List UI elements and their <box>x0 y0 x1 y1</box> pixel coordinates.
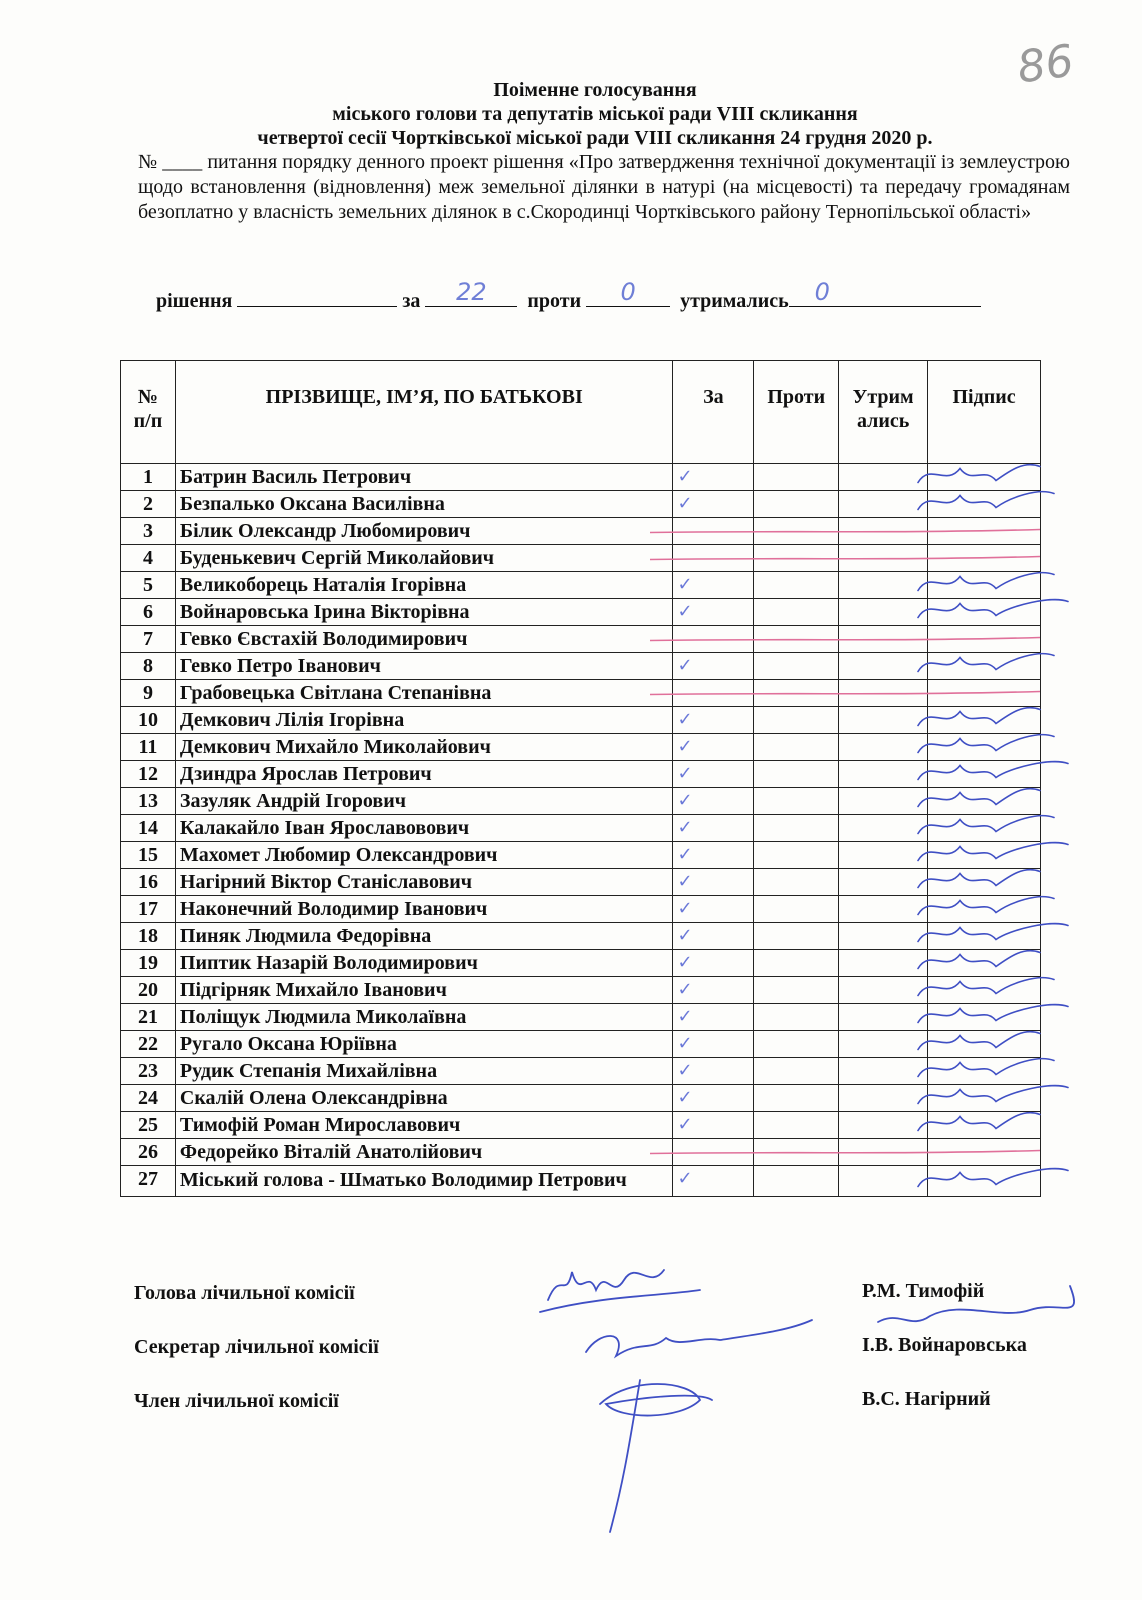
row-number: 4 <box>121 545 176 572</box>
chair-signature <box>540 1270 700 1312</box>
title-line-3: четвертої сесії Чортківської міської ради VIII скликання 24 грудня 2020 р. <box>257 127 933 149</box>
abstain-label: утримались <box>680 290 789 312</box>
member-signature <box>600 1380 712 1532</box>
header-against: Проти <box>754 361 839 464</box>
row-number: 25 <box>121 1112 176 1139</box>
deputy-name: Білик Олександр Любомирович <box>175 518 673 545</box>
deputy-signature <box>918 870 1040 888</box>
row-number: 3 <box>121 518 176 545</box>
absent-strike-line <box>650 638 1040 641</box>
secretary-label: Секретар лічильної комісії <box>134 1336 379 1358</box>
absent-strike-line <box>650 530 1040 533</box>
deputy-name: Наконечний Володимир Іванович <box>175 896 673 923</box>
deputy-signature <box>918 1086 1068 1104</box>
header-name: ПРІЗВИЩЕ, ІМ’Я, ПО БАТЬКОВІ <box>175 361 673 464</box>
vote-for-cell: ✓ <box>673 842 754 869</box>
vote-for-cell: ✓ <box>673 734 754 761</box>
row-number: 10 <box>121 707 176 734</box>
row-number: 17 <box>121 896 176 923</box>
deputy-signature <box>918 1113 1040 1131</box>
header-abstain: Утримались <box>839 361 928 464</box>
absent-strike-line <box>650 1151 1040 1154</box>
row-number: 7 <box>121 626 176 653</box>
vote-for-cell: ✓ <box>673 896 754 923</box>
decision-label: рішення <box>156 290 233 312</box>
row-number: 23 <box>121 1058 176 1085</box>
deputy-signature <box>918 1169 1068 1187</box>
vote-for-cell: ✓ <box>673 572 754 599</box>
against-count: 0 <box>620 278 636 306</box>
absent-strike-line <box>650 557 1040 560</box>
deputy-name: Пиняк Людмила Федорівна <box>175 923 673 950</box>
deputy-name: Гевко Петро Іванович <box>175 653 673 680</box>
vote-for-cell: ✓ <box>673 464 754 491</box>
deputy-name: Поліщук Людмила Миколаївна <box>175 1004 673 1031</box>
deputy-signature <box>918 1032 1040 1050</box>
deputy-signature <box>918 843 1068 861</box>
deputy-signature <box>918 762 1068 780</box>
vote-for-cell: ✓ <box>673 1031 754 1058</box>
vote-for-cell: ✓ <box>673 950 754 977</box>
row-number: 21 <box>121 1004 176 1031</box>
deputy-name: Калакайло Іван Ярославовович <box>175 815 673 842</box>
row-number: 19 <box>121 950 176 977</box>
commission-signatures <box>540 1270 1074 1532</box>
vote-for-cell: ✓ <box>673 761 754 788</box>
deputy-name: Дзиндра Ярослав Петрович <box>175 761 673 788</box>
deputy-signature <box>918 978 1054 996</box>
row-number: 26 <box>121 1139 176 1166</box>
vote-for-cell: ✓ <box>673 491 754 518</box>
row-number: 6 <box>121 599 176 626</box>
row-number: 24 <box>121 1085 176 1112</box>
deputy-name: Міський голова - Шматько Володимир Петрович <box>175 1166 673 1197</box>
deputy-name: Великоборець Наталія Ігорівна <box>175 572 673 599</box>
member-name: В.С. Нагірний <box>862 1388 991 1410</box>
deputy-signature <box>918 789 1040 807</box>
deputy-name: Батрин Василь Петрович <box>175 464 673 491</box>
row-number: 22 <box>121 1031 176 1058</box>
deputy-name: Войнаровська Ірина Вікторівна <box>175 599 673 626</box>
deputy-signature <box>918 897 1054 915</box>
against-label: проти <box>527 290 582 312</box>
row-number: 5 <box>121 572 176 599</box>
row-number: 18 <box>121 923 176 950</box>
vote-for-cell: ✓ <box>673 599 754 626</box>
deputy-name: Махомет Любомир Олександрович <box>175 842 673 869</box>
chair-name: Р.М. Тимофій <box>862 1280 985 1302</box>
deputy-signature <box>918 465 1040 483</box>
deputy-signature <box>918 816 1054 834</box>
vote-for-cell: ✓ <box>673 1085 754 1112</box>
deputy-signature <box>918 924 1068 942</box>
vote-for-cell: ✓ <box>673 1112 754 1139</box>
vote-for-cell: ✓ <box>673 1166 754 1197</box>
abstain-count: 0 <box>814 278 830 306</box>
secretary-name: І.В. Войнаровська <box>862 1334 1027 1356</box>
vote-for-cell: ✓ <box>673 707 754 734</box>
row-number: 8 <box>121 653 176 680</box>
chair-label: Голова лічильної комісії <box>134 1282 355 1304</box>
deputy-name: Скалій Олена Олександрівна <box>175 1085 673 1112</box>
vote-for-cell: ✓ <box>673 869 754 896</box>
deputy-signature <box>918 1005 1068 1023</box>
agenda-item-text: № ____ питання порядку денного проект рішення «Про затвердження технічної документації із землеустрою щодо встановлення (відновлення) меж земельної ділянки в натурі (на місцевості) та передачу громадянам безоплатно у власність земельних ділянок в с.Скородинці Чортківського району Тернопільської області» <box>138 151 1070 223</box>
deputy-name: Федорейко Віталій Анатолійович <box>175 1139 673 1166</box>
deputy-name: Рудик Степанія Михайлівна <box>175 1058 673 1085</box>
deputy-name: Зазуляк Андрій Ігорович <box>175 788 673 815</box>
member-label: Член лічильної комісії <box>134 1390 339 1412</box>
header-sign: Підпис <box>928 361 1041 464</box>
deputy-name: Гевко Євстахій Володимирович <box>175 626 673 653</box>
vote-for-cell: ✓ <box>673 977 754 1004</box>
deputy-signature <box>918 735 1054 753</box>
row-number: 12 <box>121 761 176 788</box>
deputy-name: Нагірний Віктор Станіславович <box>175 869 673 896</box>
deputy-signature <box>918 492 1054 510</box>
for-count: 22 <box>456 278 487 306</box>
row-number: 15 <box>121 842 176 869</box>
vote-for-cell: ✓ <box>673 1004 754 1031</box>
vote-for-cell: ✓ <box>673 1058 754 1085</box>
row-number: 13 <box>121 788 176 815</box>
secretary-signature <box>586 1320 812 1356</box>
deputy-name: Пиптик Назарій Володимирович <box>175 950 673 977</box>
title-line-1: Поіменне голосування <box>493 79 697 101</box>
for-label: за <box>402 290 421 312</box>
row-number: 16 <box>121 869 176 896</box>
vote-for-cell: ✓ <box>673 815 754 842</box>
vote-for-cell: ✓ <box>673 653 754 680</box>
header-for: За <box>673 361 754 464</box>
row-number: 14 <box>121 815 176 842</box>
deputy-name: Тимофій Роман Мирославович <box>175 1112 673 1139</box>
title-line-2: міського голови та депутатів міської ради VIII скликання <box>332 103 858 125</box>
deputy-name: Демкович Михайло Миколайович <box>175 734 673 761</box>
deputy-name: Буденькевич Сергій Миколайович <box>175 545 673 572</box>
deputy-signature <box>918 708 1040 726</box>
header-num: № п/п <box>121 361 176 464</box>
row-number: 11 <box>121 734 176 761</box>
deputy-signature <box>918 654 1054 672</box>
deputy-name: Грабовецька Світлана Степанівна <box>175 680 673 707</box>
vote-for-cell: ✓ <box>673 923 754 950</box>
signature-scribbles <box>918 465 1068 1187</box>
deputy-signature <box>918 600 1068 618</box>
row-number: 20 <box>121 977 176 1004</box>
row-number: 1 <box>121 464 176 491</box>
deputy-name: Підгірняк Михайло Іванович <box>175 977 673 1004</box>
deputy-name: Ругало Оксана Юріївна <box>175 1031 673 1058</box>
row-number: 9 <box>121 680 176 707</box>
deputy-name: Демкович Лілія Ігорівна <box>175 707 673 734</box>
row-number: 2 <box>121 491 176 518</box>
deputy-signature <box>918 573 1054 591</box>
strike-lines <box>650 530 1040 1154</box>
row-number: 27 <box>121 1166 176 1197</box>
deputy-name: Безпалько Оксана Василівна <box>175 491 673 518</box>
page-number: 86 <box>1014 35 1077 94</box>
vote-for-cell: ✓ <box>673 788 754 815</box>
absent-strike-line <box>650 692 1040 695</box>
deputy-signature <box>918 951 1040 969</box>
deputy-signature <box>918 1059 1054 1077</box>
